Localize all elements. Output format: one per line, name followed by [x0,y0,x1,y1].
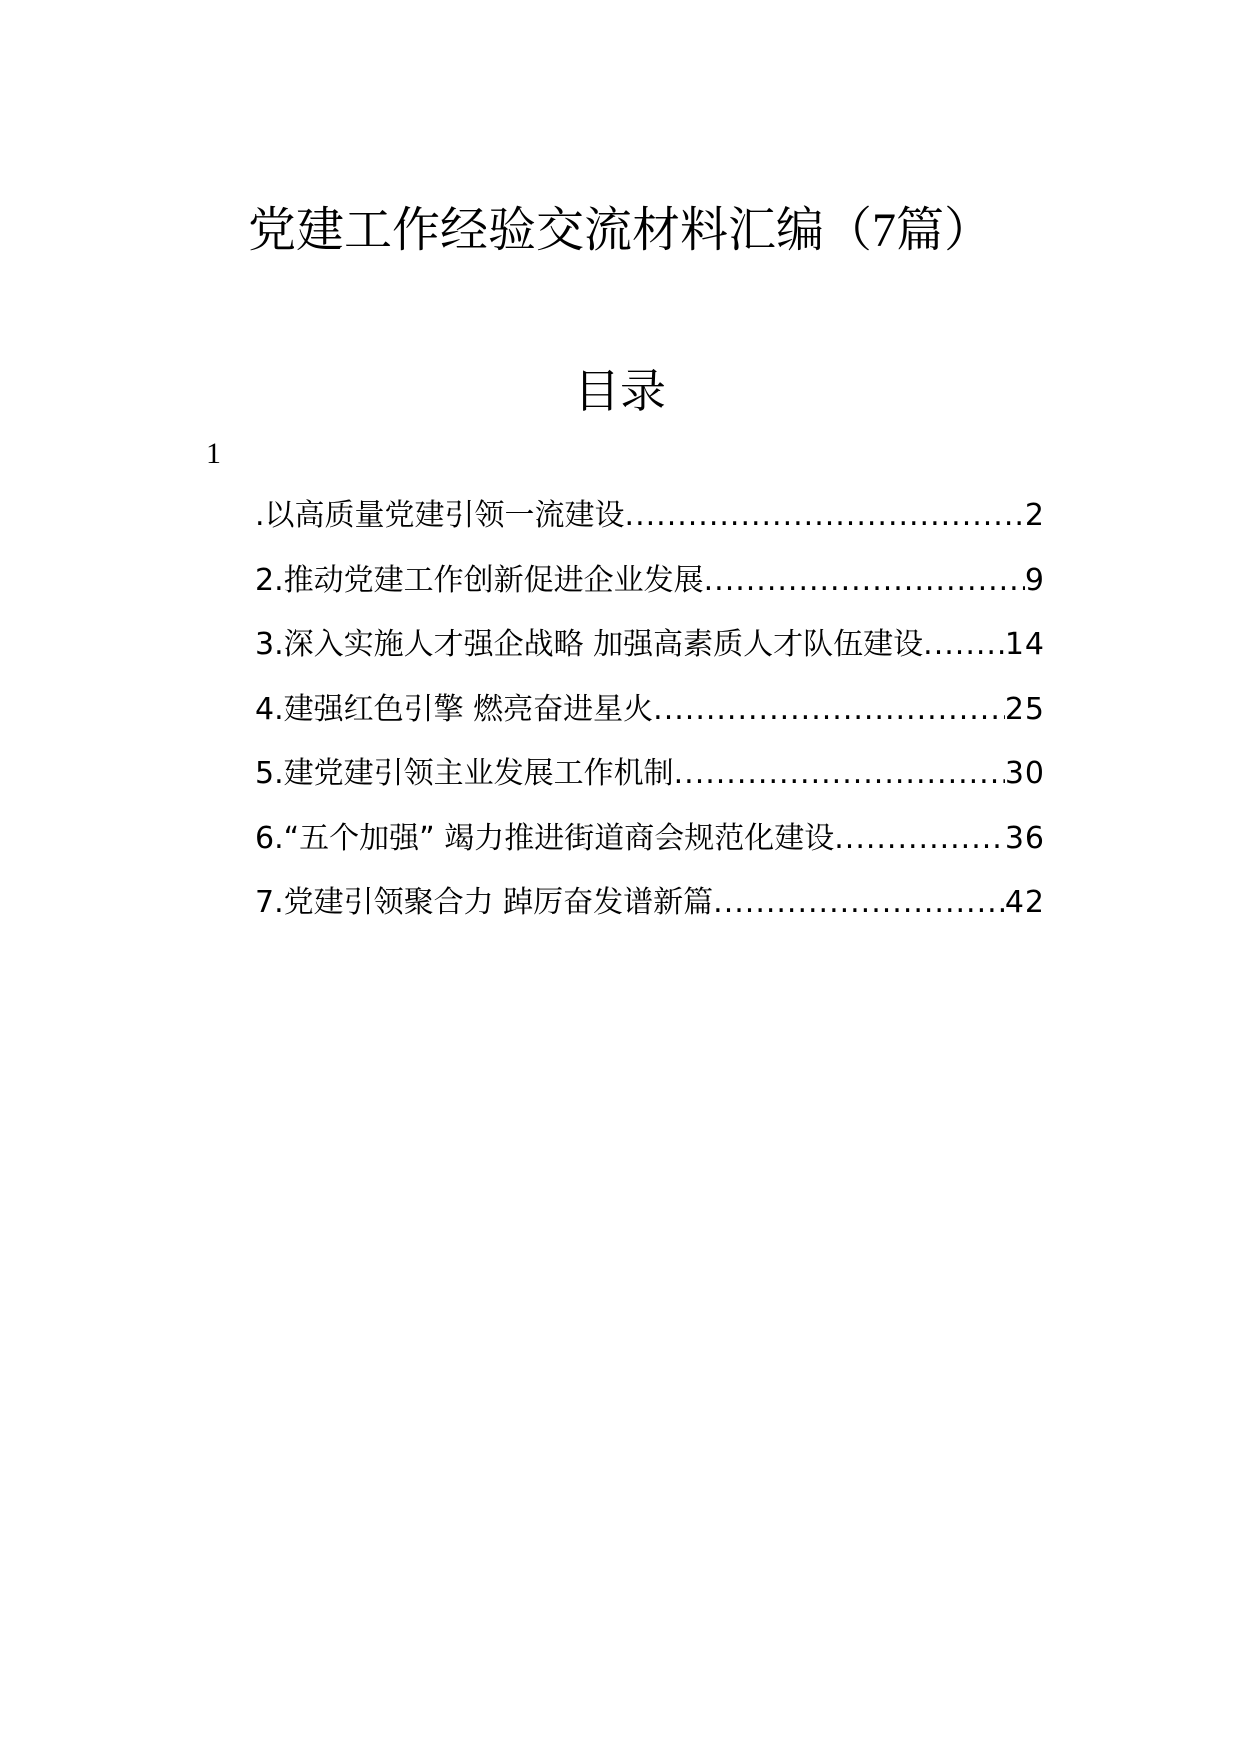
toc-entry-6[interactable] [255,819,1045,884]
document-title-open-paren: （ [823,204,872,257]
document-title [0,200,1240,261]
toc-dot-leader [704,561,1025,601]
toc-entry-4[interactable] [255,690,1045,755]
toc-dot-leader [923,625,1005,665]
toc-dot-leader [653,690,1005,730]
toc-entry-1[interactable] [255,496,1045,561]
toc-entry-page: 25 [1004,691,1045,727]
document-title-count-unit: 篇 [896,202,945,258]
toc-entry-7[interactable] [255,883,1045,948]
toc-dot-leader [674,754,1005,794]
toc-dot-leader [625,496,1025,536]
toc-heading: 目录 [574,364,666,418]
toc-entry-5[interactable] [255,754,1045,819]
toc-entry-title: .以高质量党建引领一流建设 [255,498,625,533]
document-title-main: 党建工作经验交流材料汇编 [247,202,824,258]
toc-entry-title: 3.深入实施人才强企战略 加强高素质人才队伍建设 [255,627,924,662]
document-title-count: 7 [872,204,896,257]
toc-dot-leader [713,883,1005,923]
toc-entry-3[interactable] [255,625,1045,690]
document-title-close-paren: ） [944,204,993,257]
toc-entry-page: 9 [1024,562,1045,598]
toc-entry-2[interactable] [255,561,1045,626]
table-of-contents [255,496,1045,948]
toc-entry-page: 30 [1004,756,1045,791]
toc-entry-title: 2.推动党建工作创新促进企业发展 [255,562,704,598]
toc-entry-title: 5.建党建引领主业发展工作机制 [255,756,674,791]
toc-dot-leader [834,819,1005,859]
page-marker: 1 [206,437,221,470]
toc-entry-page: 14 [1004,627,1045,662]
toc-entry-page: 2 [1024,498,1045,533]
toc-entry-title: 7.党建引领聚合力 踔厉奋发谱新篇 [255,885,714,920]
toc-entry-title: 6.“五个加强” 竭力推进街道商会规范化建设 [255,820,835,856]
toc-entry-title: 4.建强红色引擎 燃亮奋进星火 [255,691,654,727]
toc-entry-page: 42 [1004,885,1045,920]
toc-entry-page: 36 [1004,820,1045,856]
